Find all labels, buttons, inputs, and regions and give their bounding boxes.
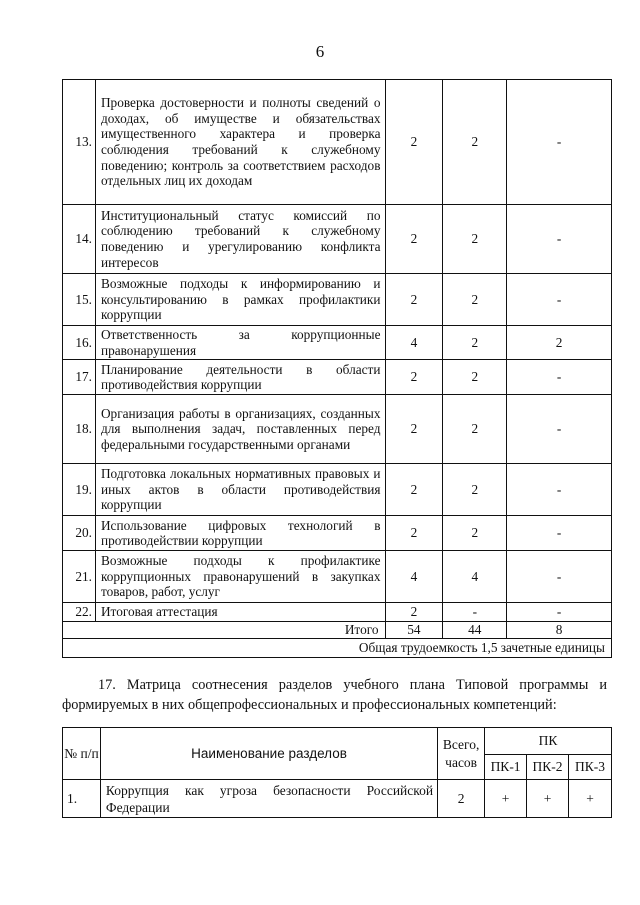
total-hours: 2 (385, 360, 443, 395)
table-row (63, 603, 612, 622)
row-number: 13. (63, 80, 96, 205)
col2-hours: 2 (443, 326, 507, 360)
col3-hours: - (507, 360, 612, 395)
total-hours: 4 (385, 326, 443, 360)
total-hours: 4 (385, 551, 443, 603)
section-name: Итоговая аттестация (95, 603, 385, 622)
row-number: 21. (63, 551, 96, 603)
col2-hours: 2 (443, 516, 507, 551)
header-pk: ПК (485, 728, 612, 755)
total-hours: 2 (385, 464, 443, 516)
row-number: 17. (63, 360, 96, 395)
table-row (63, 516, 612, 551)
total-hours: 2 (385, 516, 443, 551)
table-row (63, 326, 612, 360)
page-number: 6 (315, 42, 325, 61)
section-name: Использование цифровых технологий в противодействии коррупции (95, 516, 385, 551)
section-name: Подготовка локальных нормативных правовых и иных актов в области противодействия коррупции (95, 464, 385, 516)
section-name: Планирование деятельности в области противодействия коррупции (95, 360, 385, 395)
header-section-name: Наименование разделов (100, 728, 437, 780)
row-number: 1. (63, 780, 101, 818)
header-pk2: ПК-2 (527, 755, 569, 780)
curriculum-table (62, 79, 612, 658)
header-total-hours: Всего, часов (438, 728, 485, 780)
col3-hours: - (507, 274, 612, 326)
col2-hours: 44 (443, 621, 507, 638)
col2-hours: 2 (443, 360, 507, 395)
col3-hours: - (507, 603, 612, 622)
col3-hours: - (507, 551, 612, 603)
header-pk3: ПК-3 (569, 755, 612, 780)
competency-matrix-table (62, 727, 612, 818)
col3-hours: 2 (507, 326, 612, 360)
section-name: Ответственность за коррупционные правонарушения (95, 326, 385, 360)
col2-hours: 2 (443, 464, 507, 516)
section-name: Коррупция как угроза безопасности Российской Федерации (100, 780, 437, 818)
col2-hours: 4 (443, 551, 507, 603)
col3-hours: - (507, 205, 612, 274)
total-hours: 2 (385, 80, 443, 205)
total-hours: 2 (385, 603, 443, 622)
row-number: 16. (63, 326, 96, 360)
col2-hours: 2 (443, 80, 507, 205)
section-name: Проверка достоверности и полноты сведений о доходах, об имуществе и обязательствах имущественного характера и проверка соблюдения требований к служебному поведению; контроль за соответствием расходов отдельных лиц их доходам (95, 80, 385, 205)
pk2-mark: + (527, 780, 569, 818)
col2-hours: 2 (443, 274, 507, 326)
row-number: 15. (63, 274, 96, 326)
total-hours: 2 (438, 780, 485, 818)
table-row (63, 464, 612, 516)
pk1-mark: + (485, 780, 527, 818)
row-number: 18. (63, 395, 96, 464)
header-number: № п/п (63, 728, 101, 780)
col3-hours: - (507, 80, 612, 205)
col3-hours: 8 (507, 621, 612, 638)
row-number: 20. (63, 516, 96, 551)
table-row (63, 360, 612, 395)
total-hours: 2 (385, 274, 443, 326)
total-hours: 2 (385, 205, 443, 274)
table-row (63, 274, 612, 326)
total-hours: 2 (385, 395, 443, 464)
col2-hours: 2 (443, 205, 507, 274)
row-number: 22. (63, 603, 96, 622)
section-name: Институциональный статус комиссий по соблюдению требований к служебному поведению и урегулированию конфликта интересов (95, 205, 385, 274)
section-name: Возможные подходы к информированию и консультированию в рамках профилактики коррупции (95, 274, 385, 326)
table-row (63, 80, 612, 205)
pk3-mark: + (569, 780, 612, 818)
col3-hours: - (507, 464, 612, 516)
section-name: Возможные подходы к профилактике коррупционных правонарушений в закупках товаров, работ, услуг (95, 551, 385, 603)
col3-hours: - (507, 395, 612, 464)
table-row (63, 395, 612, 464)
section-name: Организация работы в организациях, созданных для выполнения задач, поставленных перед федеральными государственными органами (95, 395, 385, 464)
col2-hours: 2 (443, 395, 507, 464)
total-workload: Общая трудоемкость 1,5 зачетные единицы (63, 638, 612, 657)
table-row (63, 551, 612, 603)
total-label: Итого (63, 621, 386, 638)
section-17-paragraph: 17. Матрица соотнесения разделов учебного плана Типовой программы и формируемых в них общепрофессиональных и профессиональных компетенций: (62, 677, 607, 713)
total-row (63, 621, 612, 638)
col2-hours: - (443, 603, 507, 622)
table-row (63, 205, 612, 274)
table-row (63, 780, 612, 818)
header-row (63, 728, 612, 755)
header-pk1: ПК-1 (485, 755, 527, 780)
col3-hours: - (507, 516, 612, 551)
row-number: 19. (63, 464, 96, 516)
row-number: 14. (63, 205, 96, 274)
total-hours: 54 (385, 621, 443, 638)
footer-row (63, 638, 612, 657)
